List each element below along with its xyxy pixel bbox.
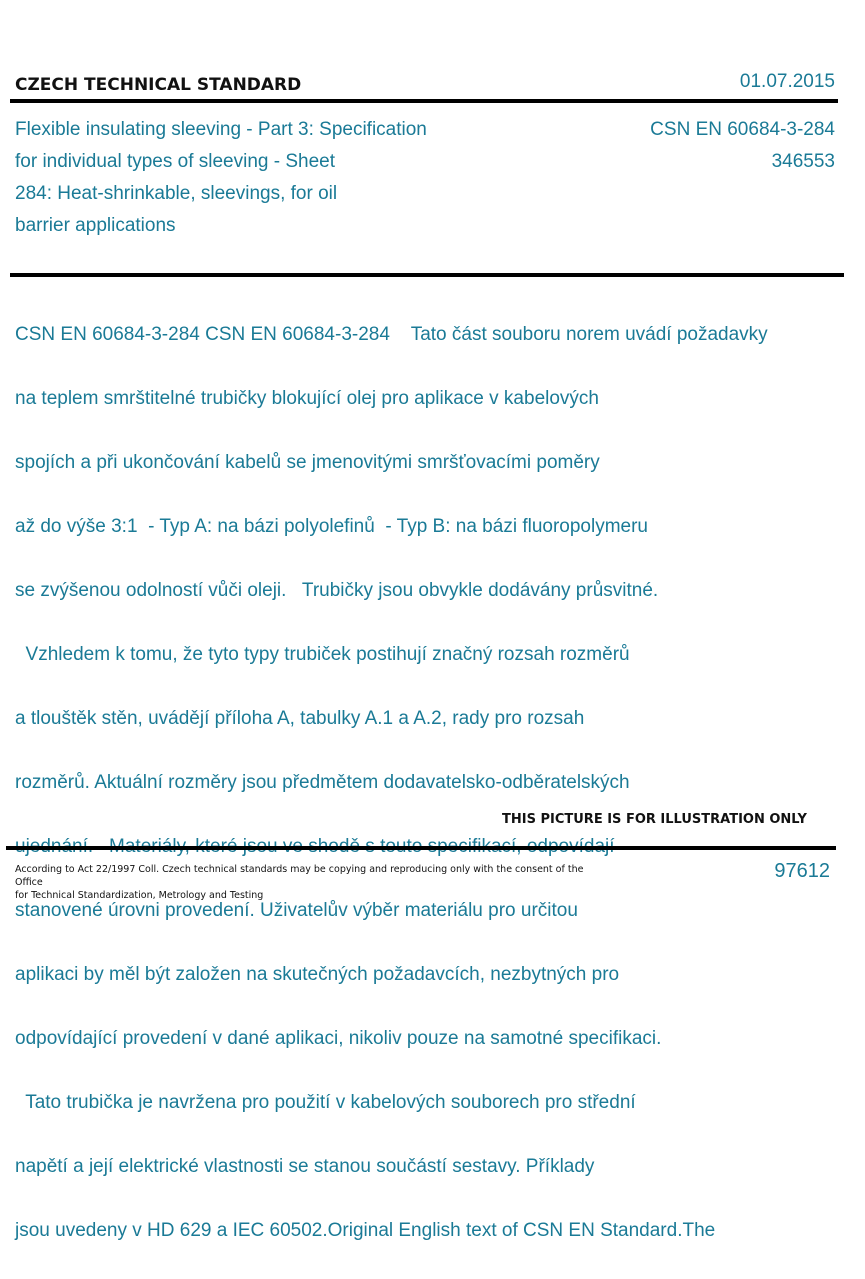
body-line: jsou uvedeny v HD 629 a IEC 60502.Original English text of CSN EN Standard.The bbox=[15, 1220, 716, 1241]
legal-notice bbox=[15, 863, 585, 902]
header-rule bbox=[10, 99, 838, 103]
body-line: až do výše 3:1 - Typ A: na bázi polyolefinů - Typ B: na bázi fluoropolymeru bbox=[15, 516, 648, 537]
body-line: na teplem smrštitelné trubičky blokující olej pro aplikace v kabelových bbox=[15, 388, 599, 409]
body-text bbox=[15, 287, 865, 1279]
body-line: rozměrů. Aktuální rozměry jsou předmětem dodavatelsko-odběratelských bbox=[15, 772, 630, 793]
title-line: Flexible insulating sleeving - Part 3: Specification bbox=[15, 119, 427, 140]
body-line: spojích a při ukončování kabelů se jmenovitými smršťovacími poměry bbox=[15, 452, 600, 473]
body-line: se zvýšenou odolností vůči oleji. Trubičky jsou obvykle dodávány průsvitné. bbox=[15, 580, 659, 601]
page-number: 97612 bbox=[774, 860, 830, 882]
document-title bbox=[15, 114, 515, 242]
title-rule bbox=[10, 273, 844, 277]
header-label: CZECH TECHNICAL STANDARD bbox=[15, 75, 302, 95]
legal-line: for Technical Standardization, Metrology and Testing bbox=[15, 890, 264, 901]
standard-code: CSN EN 60684-3-284 bbox=[650, 119, 835, 140]
title-line: barrier applications bbox=[15, 215, 176, 236]
title-line: 284: Heat-shrinkable, sleevings, for oil bbox=[15, 183, 338, 204]
body-line: odpovídající provedení v dané aplikaci, nikoliv pouze na samotné specifikaci. bbox=[15, 1028, 662, 1049]
document-date: 01.07.2015 bbox=[739, 71, 835, 92]
body-line: a tlouštěk stěn, uvádějí příloha A, tabulky A.1 a A.2, rady pro rozsah bbox=[15, 708, 585, 729]
title-line: for individual types of sleeving - Sheet bbox=[15, 151, 336, 172]
body-line: stanovené úrovni provedení. Uživatelův výběr materiálu pro určitou bbox=[15, 900, 578, 921]
standard-code-block bbox=[650, 114, 835, 178]
body-line: napětí a její elektrické vlastnosti se stanou součástí sestavy. Příklady bbox=[15, 1156, 595, 1177]
catalog-number: 346553 bbox=[771, 151, 835, 172]
body-line: CSN EN 60684-3-284 CSN EN 60684-3-284 Tato část souboru norem uvádí požadavky bbox=[15, 324, 768, 345]
illustration-note: THIS PICTURE IS FOR ILLUSTRATION ONLY bbox=[502, 812, 807, 827]
footer-rule bbox=[6, 846, 836, 850]
body-line: Vzhledem k tomu, že tyto typy trubiček postihují značný rozsah rozměrů bbox=[15, 644, 630, 665]
legal-line: According to Act 22/1997 Coll. Czech technical standards may be copying and reproducing only with the consent of the Office bbox=[15, 864, 584, 888]
body-line: aplikaci by měl být založen na skutečných požadavcích, nezbytných pro bbox=[15, 964, 620, 985]
body-line: Tato trubička je navržena pro použití v kabelových souborech pro střední bbox=[15, 1092, 636, 1113]
